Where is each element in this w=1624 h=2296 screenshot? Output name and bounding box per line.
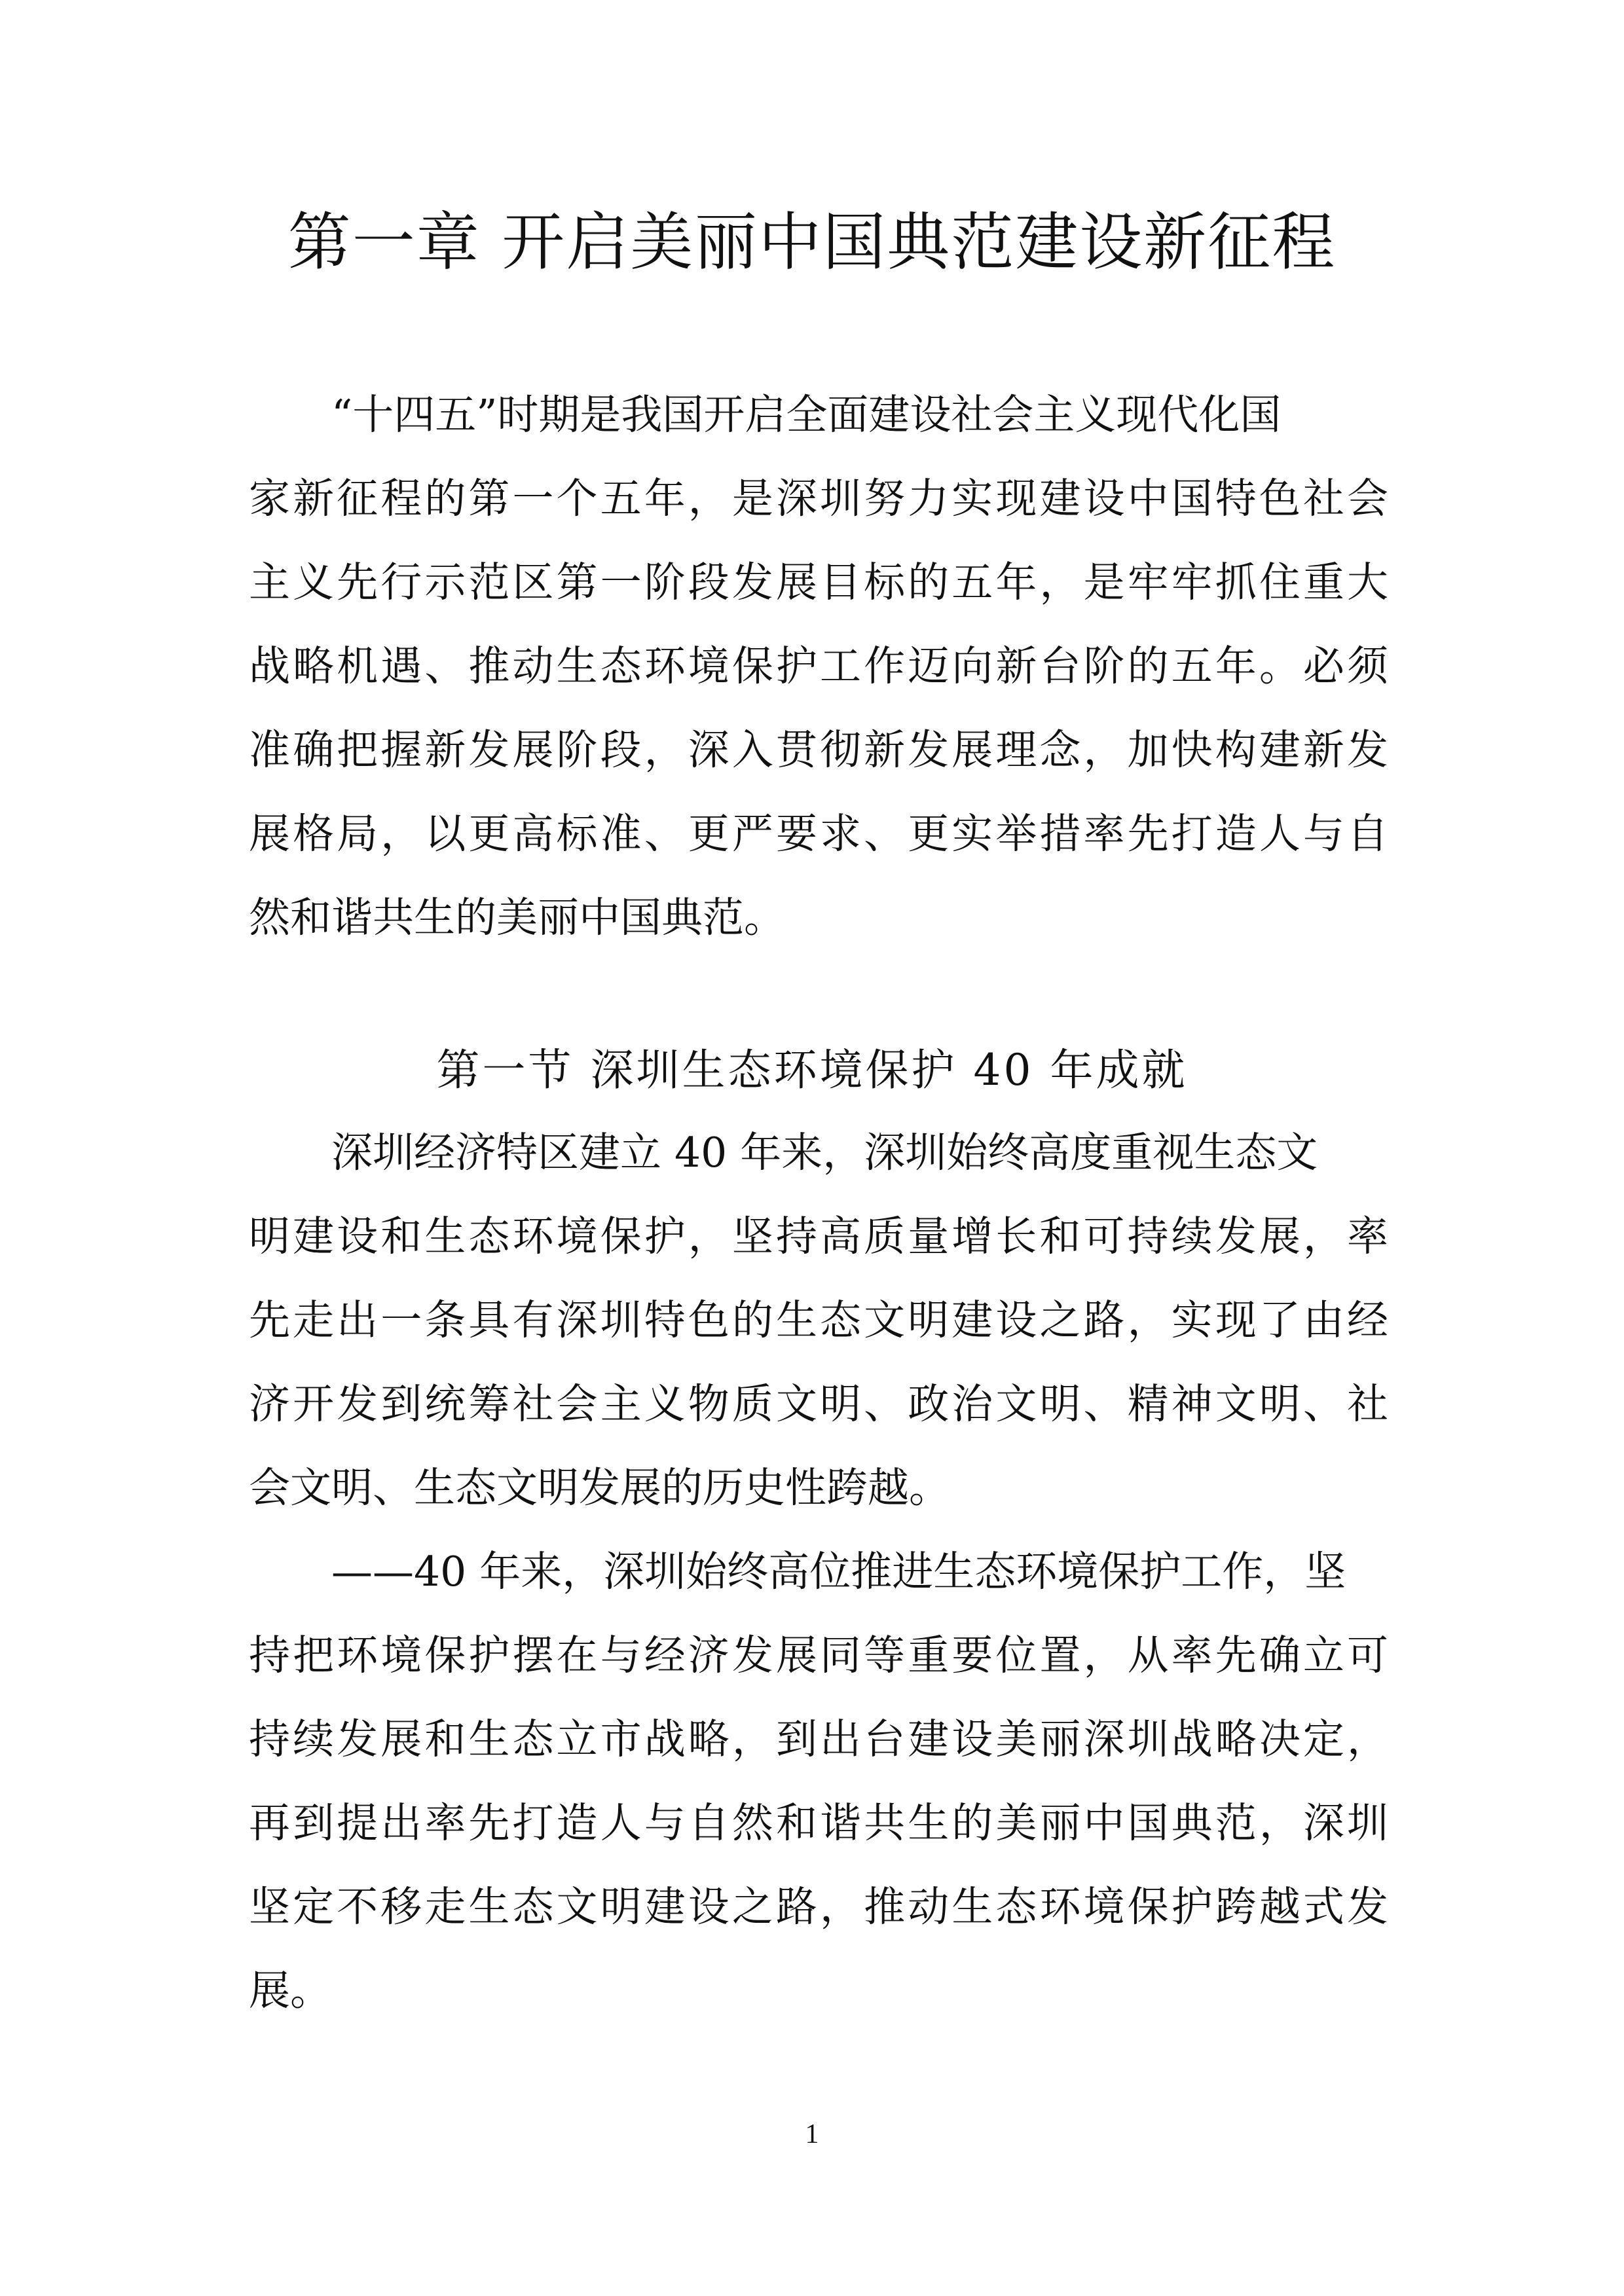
paragraph-line: 济开发到统筹社会主义物质文明、政治文明、精神文明、社 xyxy=(249,1380,1388,1428)
paragraph-line: 明建设和生态环境保护，坚持高质量增长和可持续发展，率 xyxy=(249,1212,1388,1260)
intro-line: “十四五”时期是我国开启全面建设社会主义现代化国 xyxy=(331,391,1282,439)
intro-line: 战略机遇、推动生态环境保护工作迈向新台阶的五年。必须 xyxy=(249,642,1388,690)
paragraph-line: 先走出一条具有深圳特色的生态文明建设之路，实现了由经 xyxy=(249,1296,1388,1344)
paragraph-line: 深圳经济特区建立 40 年来，深圳始终高度重视生态文 xyxy=(331,1129,1318,1176)
intro-line: 准确把握新发展阶段，深入贯彻新发展理念，加快构建新发 xyxy=(249,726,1388,774)
chapter-title: 第一章 开启美丽中国典范建设新征程 xyxy=(287,206,1337,279)
intro-line: 家新征程的第一个五年，是深圳努力实现建设中国特色社会 xyxy=(249,475,1388,522)
paragraph-line: 展。 xyxy=(249,1967,331,2014)
intro-paragraph xyxy=(249,373,1388,960)
paragraph-line: 持把环境保护摆在与经济发展同等重要位置，从率先确立可 xyxy=(249,1631,1388,1679)
page-number: 1 xyxy=(805,2119,819,2149)
intro-line: 主义先行示范区第一阶段发展目标的五年，是牢牢抓住重大 xyxy=(249,558,1388,606)
section-title: 第一节 深圳生态环境保护 40 年成就 xyxy=(436,1045,1188,1095)
paragraph-line: ——40 年来，深圳始终高位推进生态环境保护工作，坚 xyxy=(331,1548,1346,1595)
achievement-paragraph-2 xyxy=(249,1530,1388,2033)
paragraph-line: 持续发展和生态立市战略，到出台建设美丽深圳战略决定， xyxy=(249,1715,1388,1763)
achievement-paragraph-1 xyxy=(249,1111,1388,1530)
paragraph-line: 再到提出率先打造人与自然和谐共生的美丽中国典范，深圳 xyxy=(249,1799,1388,1847)
intro-line: 然和谐共生的美丽中国典范。 xyxy=(249,894,785,941)
intro-line: 展格局，以更高标准、更严要求、更实举措率先打造人与自 xyxy=(249,810,1388,858)
paragraph-line: 会文明、生态文明发展的历史性跨越。 xyxy=(249,1464,950,1512)
paragraph-line: 坚定不移走生态文明建设之路，推动生态环境保护跨越式发 xyxy=(249,1883,1388,1931)
